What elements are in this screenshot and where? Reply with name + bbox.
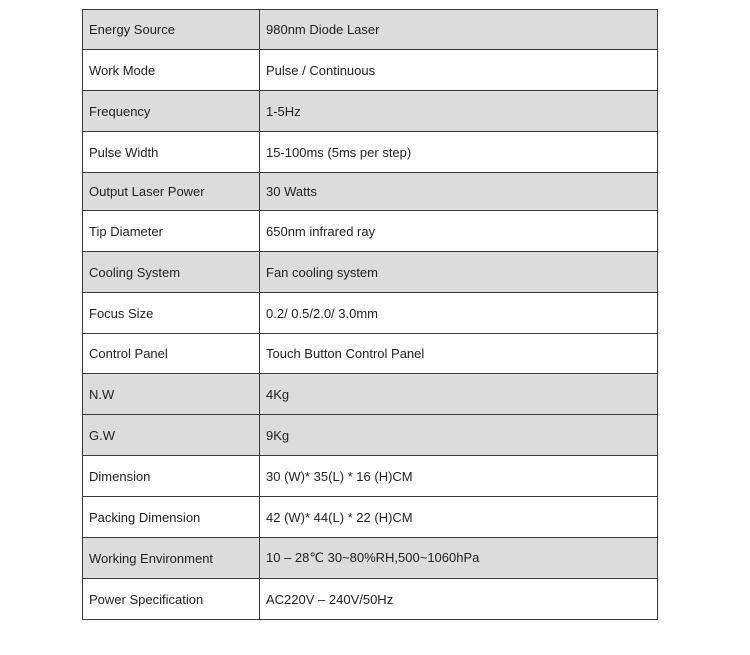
- spec-label: Power Specification: [83, 579, 260, 620]
- spec-value: 42 (W)* 44(L) * 22 (H)CM: [260, 497, 658, 538]
- spec-table: [82, 9, 658, 620]
- table-row: [83, 50, 658, 91]
- table-row: [83, 252, 658, 293]
- spec-value: Pulse / Continuous: [260, 50, 658, 91]
- spec-label: G.W: [83, 415, 260, 456]
- table-row: [83, 497, 658, 538]
- table-row: [83, 334, 658, 374]
- spec-value: 30 (W)* 35(L) * 16 (H)CM: [260, 456, 658, 497]
- table-row: [83, 91, 658, 132]
- spec-label: N.W: [83, 374, 260, 415]
- spec-value: 0.2/ 0.5/2.0/ 3.0mm: [260, 293, 658, 334]
- table-row: [83, 132, 658, 173]
- spec-label: Pulse Width: [83, 132, 260, 173]
- table-row: [83, 415, 658, 456]
- table-row: [83, 211, 658, 252]
- spec-value: AC220V – 240V/50Hz: [260, 579, 658, 620]
- spec-label: Working Environment: [83, 538, 260, 579]
- table-row: [83, 579, 658, 620]
- spec-label: Work Mode: [83, 50, 260, 91]
- spec-label: Dimension: [83, 456, 260, 497]
- table-row: [83, 538, 658, 579]
- spec-value: Fan cooling system: [260, 252, 658, 293]
- spec-label: Output Laser Power: [83, 173, 260, 211]
- spec-label: Focus Size: [83, 293, 260, 334]
- table-row: [83, 374, 658, 415]
- spec-value: 15-100ms (5ms per step): [260, 132, 658, 173]
- table-row: [83, 10, 658, 50]
- spec-value: 650nm infrared ray: [260, 211, 658, 252]
- table-row: [83, 293, 658, 334]
- spec-value: 1-5Hz: [260, 91, 658, 132]
- table-row: [83, 456, 658, 497]
- spec-value: Touch Button Control Panel: [260, 334, 658, 374]
- spec-label: Control Panel: [83, 334, 260, 374]
- spec-value: 4Kg: [260, 374, 658, 415]
- spec-label: Cooling System: [83, 252, 260, 293]
- spec-label: Frequency: [83, 91, 260, 132]
- spec-value: 30 Watts: [260, 173, 658, 211]
- spec-value: 10 – 28℃ 30~80%RH,500~1060hPa: [260, 538, 658, 579]
- spec-label: Energy Source: [83, 10, 260, 50]
- spec-value: 9Kg: [260, 415, 658, 456]
- spec-label: Packing Dimension: [83, 497, 260, 538]
- spec-label: Tip Diameter: [83, 211, 260, 252]
- spec-value: 980nm Diode Laser: [260, 10, 658, 50]
- table-row: [83, 173, 658, 211]
